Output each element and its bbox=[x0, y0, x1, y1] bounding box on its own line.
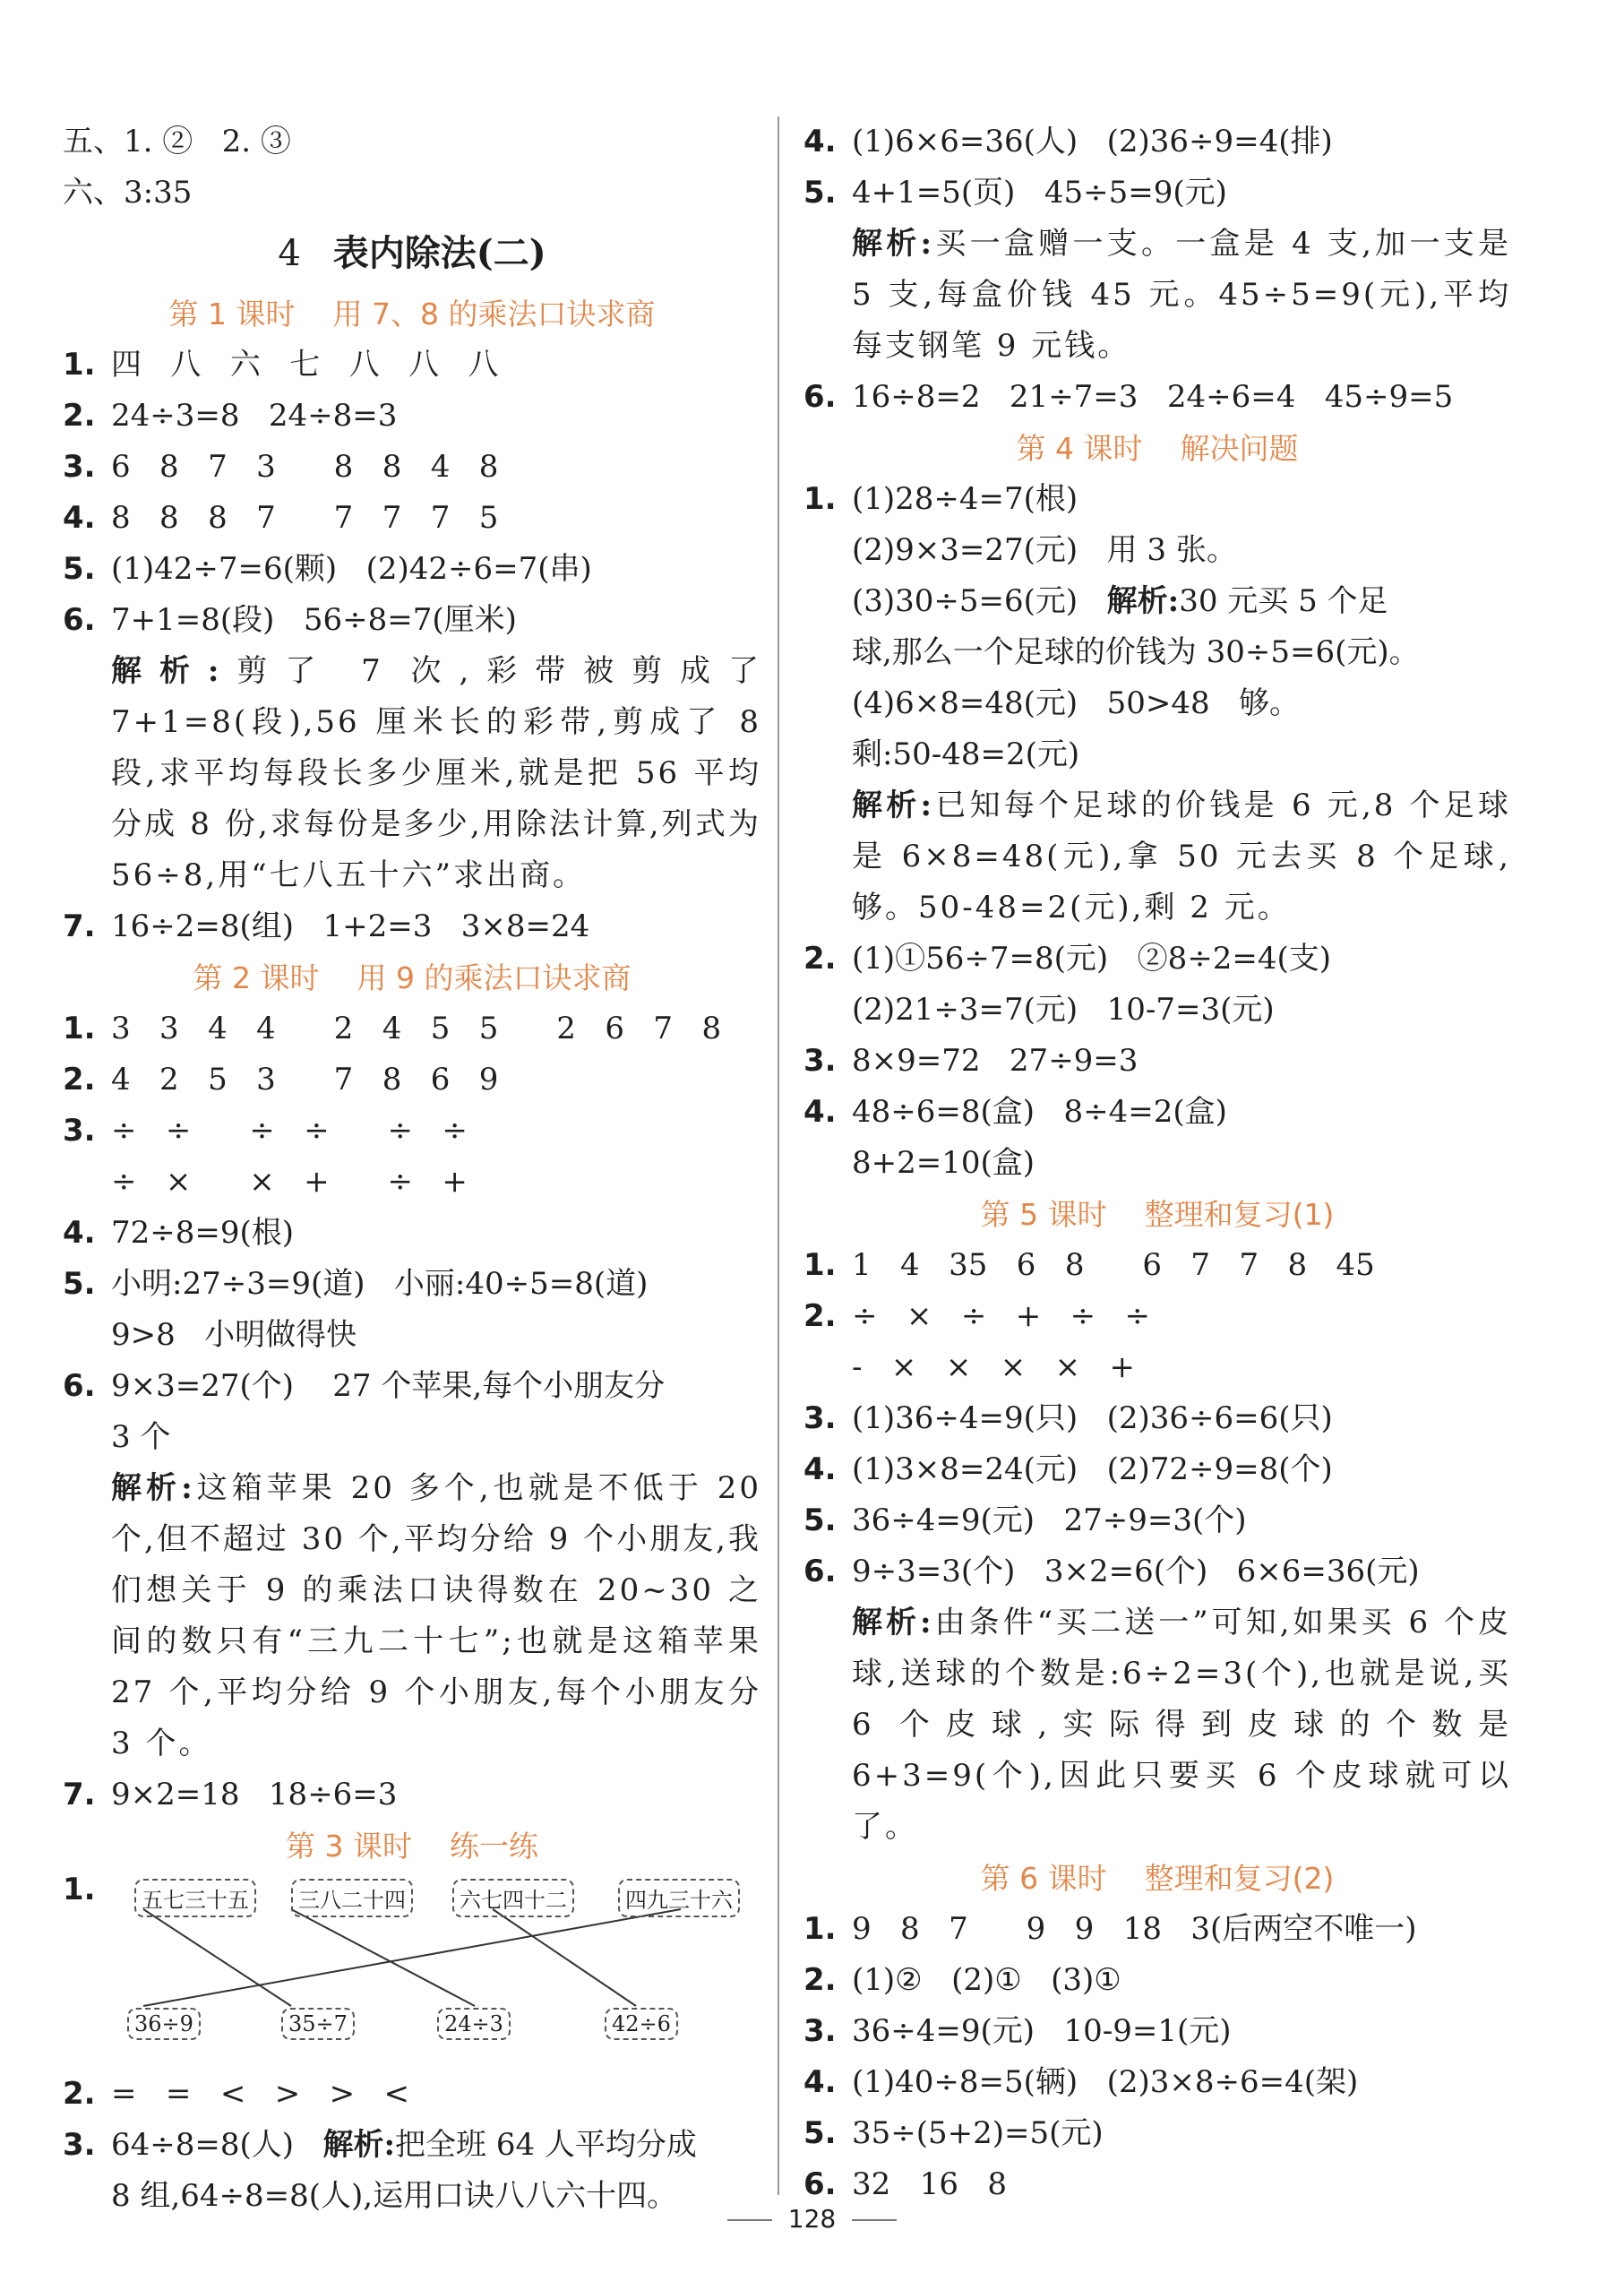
item-text: 9×2=18 18÷6=3 bbox=[111, 1777, 398, 1812]
analysis-label: 解析: bbox=[852, 226, 935, 262]
item-number: 3. bbox=[803, 2013, 837, 2049]
analysis-label: 解析: bbox=[111, 1470, 195, 1506]
rhyme-box: 四九三十六 bbox=[618, 1879, 740, 1917]
lesson-title: 第 2 课时 用 9 的乘法口诀求商 bbox=[193, 960, 632, 995]
analysis-text: 把全班 64 人平均分成 bbox=[395, 2127, 697, 2163]
item-number: 6. bbox=[803, 1554, 837, 1589]
analysis-text: 30 元买 5 个足 bbox=[1179, 583, 1388, 619]
answer-item bbox=[803, 1087, 1511, 1138]
item-text: 32 16 8 bbox=[852, 2166, 1008, 2202]
answer-item bbox=[63, 595, 761, 646]
item-number: 4. bbox=[803, 1451, 837, 1487]
analysis-paragraph bbox=[803, 1597, 1511, 1853]
item-text: 16÷8=2 21÷7=3 24÷6=4 45÷9=5 bbox=[852, 379, 1454, 415]
item-number: 3. bbox=[63, 1113, 96, 1149]
expression-box: 42÷6 bbox=[605, 2008, 678, 2040]
analysis-text: 已知每个足球的价钱是 6 元,8 个足球是 6×8=48(元),拿 50 元去买 8 个足球,够。50-48=2(元),剩 2 元。 bbox=[852, 788, 1511, 925]
answer-continuation: 8+2=10(盒) bbox=[852, 1145, 1035, 1181]
item-number: 2. bbox=[803, 941, 837, 977]
answer-item bbox=[63, 1106, 761, 1157]
item-number: 2. bbox=[803, 1298, 837, 1334]
item-text: 64÷8=8(人) bbox=[111, 2127, 323, 2163]
answer-item bbox=[803, 2006, 1511, 2057]
item-text: 8 8 8 7 7 7 7 5 bbox=[111, 500, 499, 536]
answer-item bbox=[803, 1291, 1511, 1342]
answer-continuation: (4)6×8=48(元) 50>48 够。 bbox=[852, 685, 1301, 721]
item-number: 2. bbox=[803, 1962, 837, 1998]
item-text: 4 2 5 3 7 8 6 9 bbox=[111, 1062, 499, 1098]
answer-continuation: - × × × × + bbox=[852, 1349, 1136, 1385]
item-text: (1)36÷4=9(只) (2)36÷6=6(只) bbox=[852, 1400, 1333, 1436]
item-text: 小明:27÷3=9(道) 小丽:40÷5=8(道) bbox=[111, 1266, 649, 1302]
answer-item bbox=[63, 493, 761, 544]
item-number: 7. bbox=[63, 908, 96, 944]
answer-item bbox=[803, 2159, 1511, 2210]
item-text: 9 8 7 9 9 18 3(后两空不唯一) bbox=[852, 1911, 1417, 1947]
answer-item bbox=[803, 168, 1511, 219]
item-number: 1. bbox=[803, 1247, 837, 1283]
answer-line: 五、1. ② 2. ③ bbox=[63, 124, 291, 159]
item-text: 36÷4=9(元) 10-9=1(元) bbox=[852, 2013, 1232, 2049]
answer-continuation: (2)21÷3=7(元) 10-7=3(元) bbox=[852, 992, 1275, 1028]
analysis-paragraph bbox=[63, 646, 761, 901]
answer-continuation: 9>8 小明做得快 bbox=[111, 1317, 357, 1353]
answer-item bbox=[803, 2108, 1511, 2159]
item-text: (1)42÷7=6(颗) (2)42÷6=7(串) bbox=[111, 551, 592, 587]
rhyme-box: 六七四十二 bbox=[452, 1879, 574, 1917]
item-text: = = < > > < bbox=[111, 2076, 410, 2112]
answer-item bbox=[803, 1036, 1511, 1087]
item-text: 7+1=8(段) 56÷8=7(厘米) bbox=[111, 602, 517, 638]
answer-item bbox=[803, 116, 1511, 168]
answer-line: 六、3:35 bbox=[63, 175, 193, 211]
item-text: 36÷4=9(元) 27÷9=3(个) bbox=[852, 1502, 1247, 1538]
item-text: (1)40÷8=5(辆) (2)3×8÷6=4(架) bbox=[852, 2064, 1359, 2100]
item-number: 7. bbox=[63, 1777, 96, 1812]
item-text: 四 八 六 七 八 八 八 bbox=[111, 347, 499, 383]
item-number: 4. bbox=[803, 1094, 837, 1130]
item-text: (1)② (2)① (3)① bbox=[852, 1962, 1121, 1998]
item-number: 1. bbox=[803, 481, 837, 517]
item-number: 2. bbox=[63, 398, 96, 434]
answer-item bbox=[803, 2057, 1511, 2108]
analysis-text: 这箱苹果 20 多个,也就是不低于 20 个,但不超过 30 个,平均分给 9 个小朋友,我们想关于 9 的乘法口诀得数在 20~30 之间的数只有“三九二十七”;也就是这箱苹果 27 个,平均分给 9 个小朋友,每个小朋友分 3 个。 bbox=[111, 1470, 761, 1761]
item-number: 4. bbox=[63, 1215, 96, 1251]
lesson-title: 第 3 课时 练一练 bbox=[286, 1829, 538, 1864]
answer-continuation: 3 个 bbox=[111, 1419, 171, 1455]
answer-continuation: 8 组,64÷8=8(人),运用口诀八八六十四。 bbox=[111, 2178, 678, 2214]
match-line bbox=[143, 1909, 681, 2006]
answer-item bbox=[803, 1955, 1511, 2006]
item-number: 3. bbox=[803, 1043, 837, 1079]
analysis-text: 由条件“买二送一”可知,如果买 6 个皮球,送球的个数是:6÷2=3(个),也就是说,买 6 个皮球,实际得到皮球的个数是 6+3=9(个),因此只要买 6 个皮球就可以了。 bbox=[852, 1605, 1511, 1845]
answer-item bbox=[63, 544, 761, 595]
chapter-number: 4 bbox=[278, 233, 301, 274]
analysis-text: 买一盒赠一支。一盒是 4 支,加一支是 5 支,每盒价钱 45 元。45÷5=9(元),平均每支钢笔 9 元钱。 bbox=[852, 226, 1511, 364]
answer-item bbox=[63, 340, 761, 391]
rhyme-box: 三八二十四 bbox=[291, 1879, 413, 1917]
answer-continuation: ÷ × × + ÷ + bbox=[111, 1164, 468, 1200]
analysis-label: 解析: bbox=[1106, 583, 1180, 619]
answer-item bbox=[63, 2069, 761, 2120]
item-number: 5. bbox=[803, 175, 837, 211]
item-number: 5. bbox=[63, 1266, 96, 1302]
answer-item bbox=[803, 1495, 1511, 1546]
item-number: 4. bbox=[63, 500, 96, 536]
item-text: (3)30÷5=6(元) bbox=[852, 583, 1107, 619]
item-text: 24÷3=8 24÷8=3 bbox=[111, 398, 398, 434]
answer-continuation: (2)9×3=27(元) 用 3 张。 bbox=[852, 532, 1237, 568]
item-number: 1. bbox=[803, 1911, 837, 1947]
item-number: 6. bbox=[63, 1368, 96, 1404]
lesson-title: 第 6 课时 整理和复习(2) bbox=[980, 1861, 1335, 1896]
page-number-dash bbox=[852, 2219, 897, 2221]
answer-item bbox=[803, 934, 1511, 985]
item-number: 5. bbox=[63, 551, 96, 587]
item-text: 48÷6=8(盒) 8÷4=2(盒) bbox=[852, 1094, 1227, 1130]
right-column bbox=[803, 116, 1511, 2210]
item-number: 3. bbox=[803, 1400, 837, 1436]
item-text: (1)3×8=24(元) (2)72÷9=8(个) bbox=[852, 1451, 1333, 1487]
analysis-label: 解析: bbox=[322, 2127, 396, 2163]
expression-box: 35÷7 bbox=[281, 2008, 355, 2040]
item-text: 16÷2=8(组) 1+2=3 3×8=24 bbox=[111, 908, 590, 944]
match-line bbox=[291, 1909, 475, 2006]
item-text: 6 8 7 3 8 8 4 8 bbox=[111, 449, 499, 485]
answer-item bbox=[803, 1546, 1511, 1597]
left-column bbox=[63, 116, 761, 2222]
chapter-name: 表内除法(二) bbox=[332, 232, 546, 274]
lesson-title: 第 5 课时 整理和复习(1) bbox=[980, 1197, 1335, 1232]
analysis-paragraph bbox=[803, 780, 1511, 934]
item-number: 1. bbox=[63, 1872, 96, 1907]
analysis-paragraph bbox=[63, 1463, 761, 1769]
item-text: ÷ × ÷ + ÷ ÷ bbox=[852, 1298, 1151, 1334]
item-number: 5. bbox=[803, 2115, 837, 2151]
item-number: 2. bbox=[63, 1062, 96, 1098]
item-text: 9×3=27(个) 27 个苹果,每个小朋友分 bbox=[111, 1368, 666, 1404]
item-text: 3 3 4 4 2 4 5 5 2 6 7 8 bbox=[111, 1011, 722, 1046]
item-number: 3. bbox=[63, 2127, 96, 2163]
column-divider bbox=[778, 116, 779, 2195]
item-number: 6. bbox=[803, 2166, 837, 2202]
item-text: (1)28÷4=7(根) bbox=[852, 481, 1078, 517]
item-number: 6. bbox=[803, 379, 837, 415]
answer-item bbox=[63, 901, 761, 952]
item-text: (1)①56÷7=8(元) ②8÷2=4(支) bbox=[852, 941, 1332, 977]
analysis-text: 剪了 7 次,彩带被剪成了 7+1=8(段),56 厘米长的彩带,剪成了 8 段,求平均每段长多少厘米,就是把 56 平均分成 8 份,求每份是多少,用除法计算,列式为 56÷8,用“七八五十六”求出商。 bbox=[111, 653, 761, 893]
answer-item bbox=[63, 1208, 761, 1259]
item-text: (1)6×6=36(人) (2)36÷9=4(排) bbox=[852, 124, 1333, 159]
item-text: 1 4 35 6 8 6 7 7 8 45 bbox=[852, 1247, 1375, 1283]
answer-item bbox=[803, 1904, 1511, 1955]
answer-item bbox=[63, 391, 761, 442]
answer-item bbox=[803, 1240, 1511, 1291]
item-number: 4. bbox=[803, 2064, 837, 2100]
item-text: 35÷(5+2)=5(元) bbox=[852, 2115, 1104, 2151]
chapter-title bbox=[63, 219, 761, 288]
matching-diagram bbox=[63, 1872, 761, 2069]
page-number bbox=[0, 2204, 1624, 2234]
answer-item bbox=[63, 442, 761, 493]
item-number: 4. bbox=[803, 124, 837, 159]
lesson-title: 第 1 课时 用 7、8 的乘法口诀求商 bbox=[168, 297, 656, 331]
answer-item bbox=[63, 1003, 761, 1055]
answer-continuation: 剩:50-48=2(元) bbox=[852, 736, 1080, 772]
answer-item bbox=[803, 372, 1511, 423]
answer-item bbox=[63, 1769, 761, 1821]
item-number: 6. bbox=[63, 602, 96, 638]
analysis-paragraph bbox=[803, 219, 1511, 372]
item-number: 1. bbox=[63, 1011, 96, 1046]
analysis-label: 解析: bbox=[111, 653, 222, 689]
analysis-label: 解析: bbox=[852, 1605, 934, 1640]
answer-item bbox=[63, 1259, 761, 1310]
analysis-label: 解析: bbox=[852, 788, 935, 823]
rhyme-box: 五七三十五 bbox=[134, 1879, 256, 1917]
answer-continuation: 球,那么一个足球的价钱为 30÷5=6(元)。 bbox=[852, 634, 1420, 670]
page-number-text: 128 bbox=[787, 2204, 837, 2234]
item-number: 5. bbox=[803, 1502, 837, 1538]
page-number-dash bbox=[727, 2219, 772, 2221]
answer-item bbox=[803, 474, 1511, 525]
answer-item bbox=[803, 1444, 1511, 1495]
item-number: 1. bbox=[63, 347, 96, 383]
item-text: 8×9=72 27÷9=3 bbox=[852, 1043, 1139, 1079]
expression-box: 36÷9 bbox=[127, 2008, 201, 2040]
lesson-title: 第 4 课时 解决问题 bbox=[1016, 431, 1299, 466]
item-text: 9÷3=3(个) 3×2=6(个) 6×6=36(元) bbox=[852, 1554, 1420, 1589]
answer-item bbox=[803, 1393, 1511, 1444]
answer-continuation bbox=[803, 576, 1511, 627]
item-number: 2. bbox=[63, 2076, 96, 2112]
item-text: 72÷8=9(根) bbox=[111, 1215, 295, 1251]
match-line bbox=[493, 1909, 636, 2006]
item-text: 4+1=5(页) 45÷5=9(元) bbox=[852, 175, 1227, 211]
answer-item bbox=[63, 2120, 761, 2171]
item-number: 3. bbox=[63, 449, 96, 485]
answer-item bbox=[63, 1361, 761, 1412]
expression-box: 24÷3 bbox=[437, 2008, 511, 2040]
item-text: ÷ ÷ ÷ ÷ ÷ ÷ bbox=[111, 1113, 468, 1149]
match-line bbox=[143, 1909, 291, 2006]
answer-item bbox=[63, 1055, 761, 1106]
